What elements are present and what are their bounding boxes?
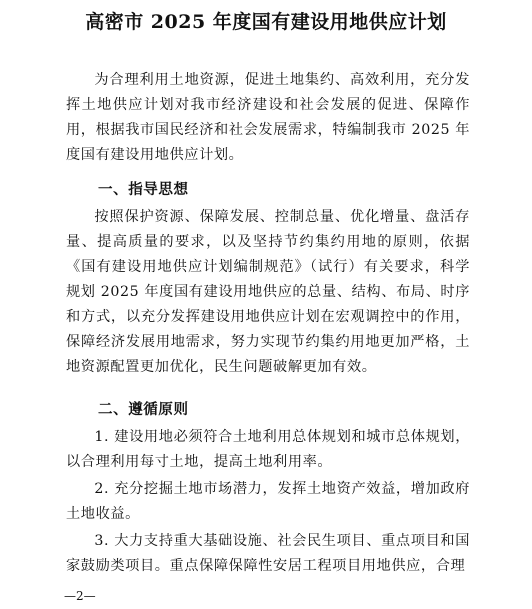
- guiding-ideology-paragraph: 按照保护资源、保障发展、控制总量、优化增量、盘活存量、提高质量的要求，以及坚持节约集约用地的原则，依据《国有建设用地供应计划编制规范》（试行）有关要求，科学规划 2025 年度国有建设用地供应的总量、结构、布局、时序和方式，以充分发挥建设用地供应计划在宏观调控中的作用，保障经济发展用地需求，努力实现节约集约用地更加严格，土地资源配置更加优化，民生问题破解更加有效。: [66, 209, 470, 375]
- section-heading-principles: 二、遵循原则: [98, 401, 189, 418]
- principle-3-paragraph: 3. 大力支持重大基础设施、社会民生项目、重点项目和国家鼓励类项目。重点保障保障性安居工程项目用地供应，合理: [66, 533, 470, 574]
- page-number: —2—: [64, 589, 96, 603]
- principle-2-paragraph: 2. 充分挖掘土地市场潜力，发挥土地资产效益，增加政府土地收益。: [66, 481, 470, 522]
- document-title: 高密市 2025 年度国有建设用地供应计划: [85, 11, 447, 33]
- intro-paragraph: 为合理利用土地资源，促进土地集约、高效利用，充分发挥土地供应计划对我市经济建设和社会发展的促进、保障作用，根据我市国民经济和社会发展需求，特编制我市 2025 年度国有建设用地供应计划。: [66, 72, 470, 163]
- section-heading-guiding-ideology: 一、指导思想: [98, 181, 189, 198]
- principle-1-paragraph: 1. 建设用地必须符合土地利用总体规划和城市总体规划，以合理利用每寸土地，提高土地利用率。: [66, 429, 470, 470]
